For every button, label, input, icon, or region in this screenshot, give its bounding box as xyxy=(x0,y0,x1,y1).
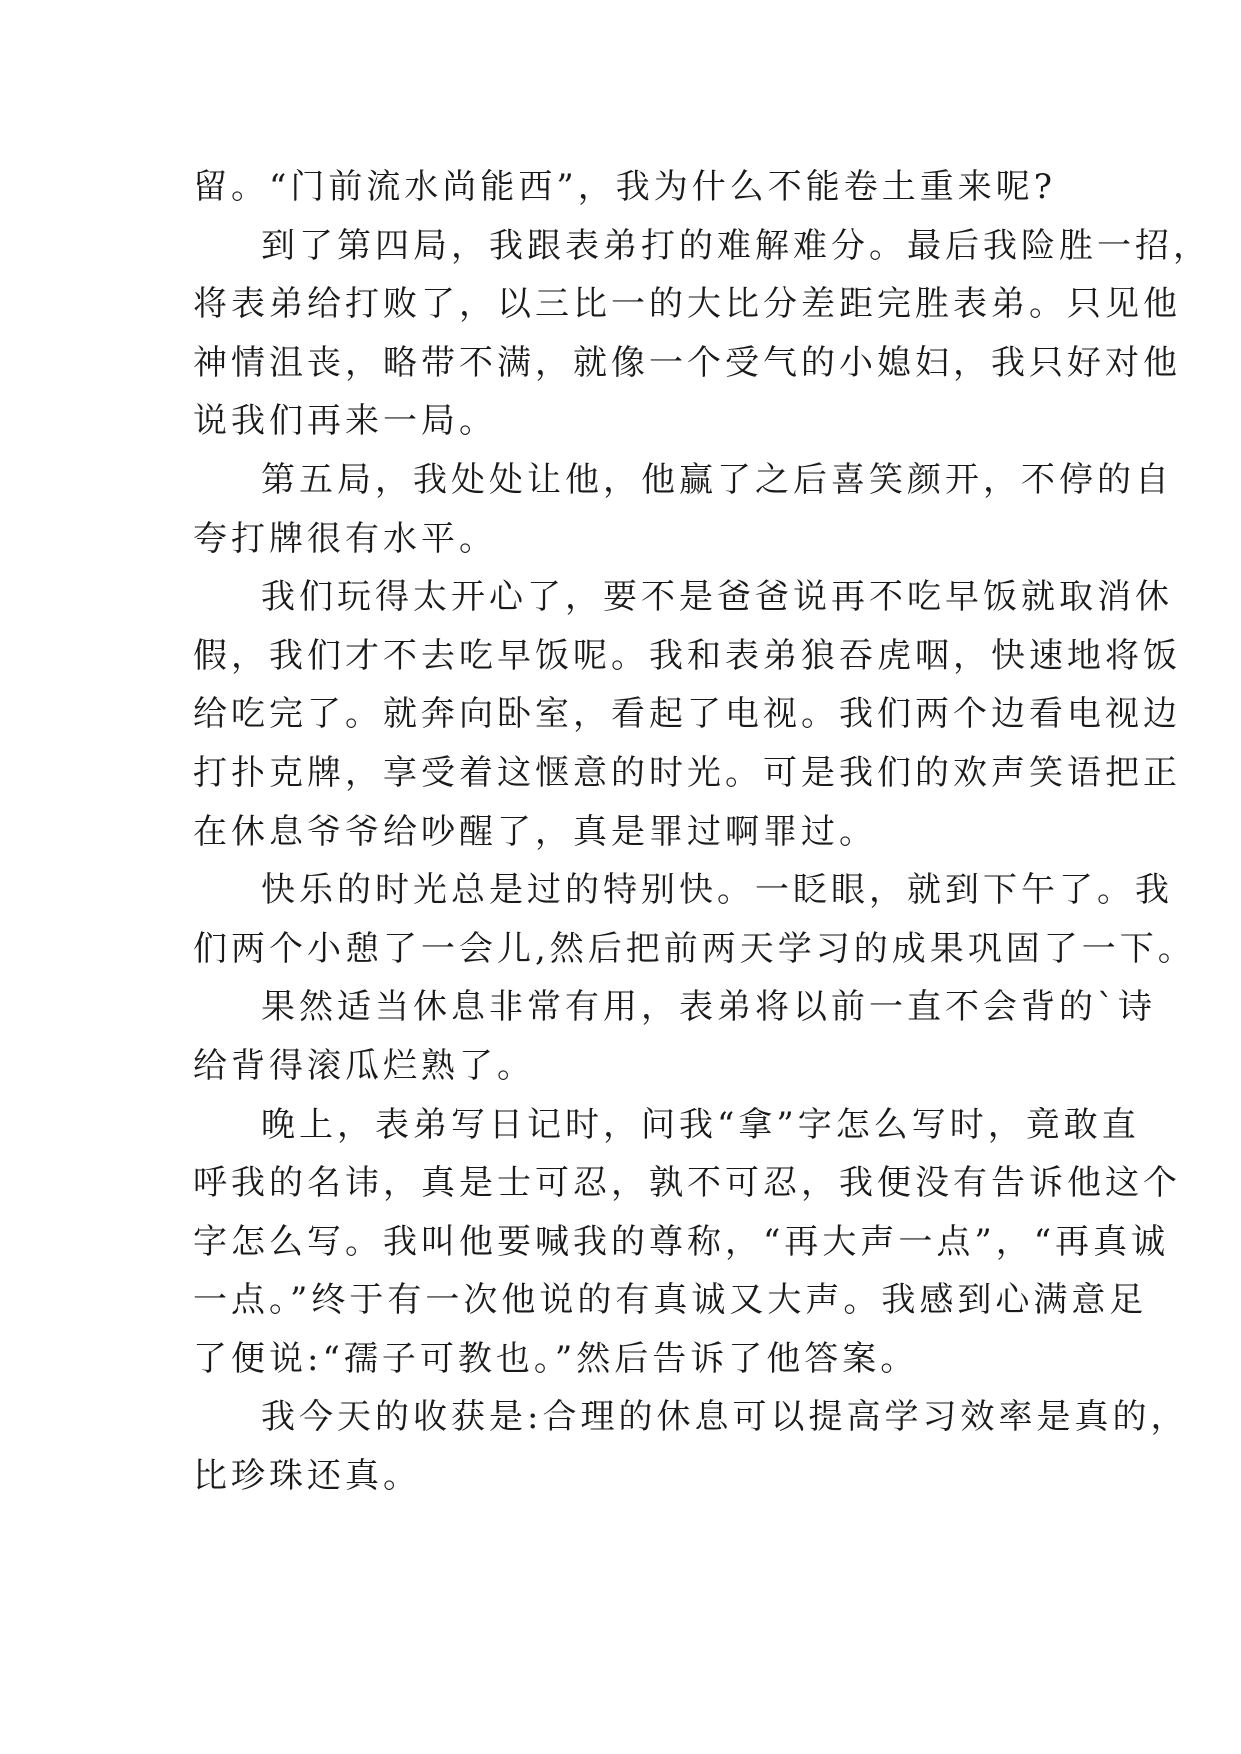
text-line: 说我们再来一局。 xyxy=(193,401,497,442)
text-line: 第五局，我处处让他，他赢了之后喜笑颜开，不停的自 xyxy=(261,459,1173,500)
text-line: 果然适当休息非常有用，表弟将以前一直不会背的`诗 xyxy=(261,987,1156,1028)
text-line: 我今天的收获是:合理的休息可以提高学习效率是真的， xyxy=(261,1397,1189,1438)
text-line: 打扑克牌，享受着这惬意的时光。可是我们的欢声笑语把正 xyxy=(193,752,1181,793)
text-line: 们两个小憩了一会儿,然后把前两天学习的成果巩固了一下。 xyxy=(193,928,1196,969)
text-line: 快乐的时光总是过的特别快。一眨眼，就到下午了。我 xyxy=(261,870,1173,911)
text-line: 将表弟给打败了，以三比一的大比分差距完胜表弟。只见他 xyxy=(193,284,1181,325)
text-line: 比珍珠还真。 xyxy=(193,1456,421,1497)
text-line: 我们玩得太开心了，要不是爸爸说再不吃早饭就取消休 xyxy=(261,577,1173,618)
text-line: 了便说:“孺子可教也。”然后告诉了他答案。 xyxy=(193,1338,919,1379)
text-line: 晚上，表弟写日记时，问我“拿”字怎么写时，竟敢直 xyxy=(261,1104,1140,1145)
text-line: 神情沮丧，略带不满，就像一个受气的小媳妇，我只好对他 xyxy=(193,342,1181,383)
text-line: 字怎么写。我叫他要喊我的尊称，“再大声一点”，“再真诚 xyxy=(193,1221,1170,1262)
text-line: 给背得滚瓜烂熟了。 xyxy=(193,1045,535,1086)
text-line: 在休息爷爷给吵醒了，真是罪过啊罪过。 xyxy=(193,811,877,852)
text-line: 一点。”终于有一次他说的有真诚又大声。我感到心满意足 xyxy=(193,1280,1148,1321)
text-line: 夸打牌很有水平。 xyxy=(193,518,497,559)
text-line: 到了第四局，我跟表弟打的难解难分。最后我险胜一招， xyxy=(261,225,1211,266)
text-line: 呼我的名讳，真是士可忍，孰不可忍，我便没有告诉他这个 xyxy=(193,1163,1181,1204)
essay-text xyxy=(193,158,1211,1506)
text-line: 给吃完了。就奔向卧室，看起了电视。我们两个边看电视边 xyxy=(193,694,1181,735)
text-line: 留。“门前流水尚能西”，我为什么不能卷土重来呢? xyxy=(193,167,1056,207)
text-line: 假，我们才不去吃早饭呢。我和表弟狼吞虎咽，快速地将饭 xyxy=(193,635,1181,676)
